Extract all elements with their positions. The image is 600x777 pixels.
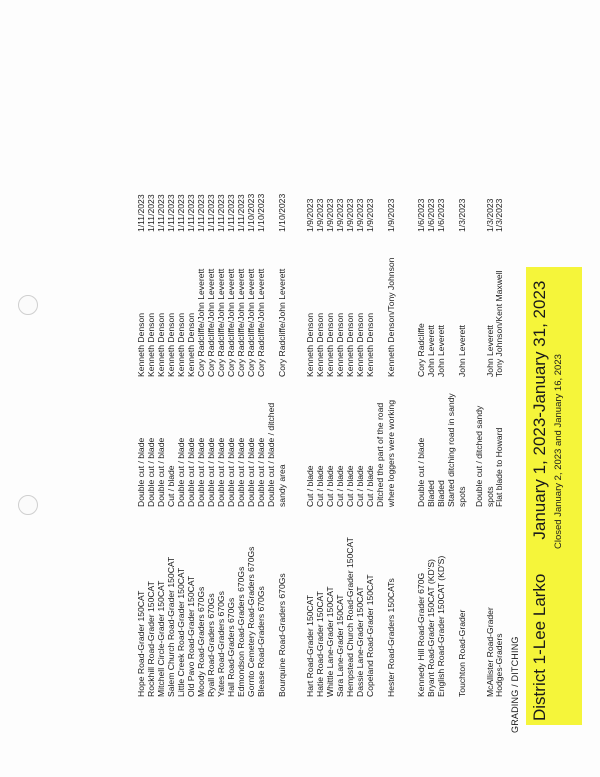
road-cell: Hope Road-Grader 150CAT [136, 590, 146, 697]
work-cell: Double cut / blade [156, 437, 166, 507]
date-cell: 1/11/2023 [196, 194, 206, 232]
crew-cell: Kenneth Denson [315, 312, 325, 377]
date-cell: 1/10/2023 [256, 193, 266, 232]
road-cell: Hatie Road-Grader 150CAT [315, 591, 325, 697]
crew-cell: Cory Radcliffe/John Leverett [206, 268, 216, 377]
work-cell: Started ditching road in sandy [446, 393, 456, 507]
crew-cell: John Leverett [436, 324, 446, 377]
date-cell: 1/6/2023 [426, 198, 436, 232]
report-title [530, 281, 550, 721]
road-cell: Bourquine Road-Graders 670Gs [276, 573, 287, 697]
work-cell: Double cut / blade [176, 437, 186, 507]
crew-cell: Kenneth Denson [335, 312, 345, 377]
road-cell: Mitchell Circle-Grader 150CAT [156, 580, 166, 697]
work-cell: sandy area [276, 464, 287, 507]
road-cell: Blease Road-Graders 670Gs [256, 586, 266, 697]
road-cell: Kennedy Hill Road-Grader 670G [416, 572, 426, 697]
date-cell: 1/9/2023 [355, 198, 365, 232]
period-label: January 1, 2023-January 31, 2023 [530, 280, 549, 540]
crew-cell: Cory Radcliffe/John Leverett [226, 268, 236, 377]
road-cell: Bryant Road-Grader 150CAT (KD'S) [426, 559, 436, 697]
road-cell: Edmondson Road-Graders 670Gs [236, 566, 246, 697]
date-cell: 1/9/2023 [365, 198, 375, 232]
work-cell: Double cut / ditched sandy [474, 405, 484, 507]
closed-note: Closed January 2, 2023 and January 16, 2023 [553, 354, 564, 549]
road-cell: Gornto Cemetery Road-Graders 670Gs [246, 546, 256, 697]
date-cell: 1/11/2023 [146, 194, 156, 232]
work-cell: Cut / blade [335, 465, 345, 507]
date-cell: 1/11/2023 [236, 194, 246, 232]
work-cell: Double cut / blade [246, 437, 256, 507]
work-cell: Double cut / blade [186, 437, 196, 507]
crew-cell: Kenneth Denson [365, 312, 375, 377]
date-cell: 1/11/2023 [216, 194, 226, 232]
road-cell: Hall Road-Graders 670Gs [226, 597, 236, 697]
crew-cell: Cory Radcliffe/John Leverett [216, 268, 226, 377]
date-cell: 1/3/2023 [456, 198, 467, 232]
crew-cell: John Leverett [426, 324, 436, 377]
crew-cell: Kenneth Denson [345, 312, 355, 377]
road-cell: McAllister Road-Grader [484, 607, 495, 697]
date-cell: 1/11/2023 [136, 194, 146, 232]
crew-cell: Tony Johnson/Kent Maxwell [494, 270, 504, 377]
work-cell: spots [484, 486, 495, 507]
work-cell: Cut / blade [365, 465, 375, 507]
work-cell: Double cut / blade / ditched [266, 402, 276, 507]
road-cell: Hester Road-Graders 150CATs [385, 578, 396, 697]
work-cell: Cut / blade [315, 465, 325, 507]
date-cell: 1/11/2023 [206, 194, 216, 232]
district-label: District 1-Lee Larko [530, 573, 549, 721]
road-cell: Ryall Road-Graders 670Gs [206, 593, 216, 697]
work-cell: Cut / blade [355, 465, 365, 507]
work-cell: Double cut / blade [226, 437, 236, 507]
work-cell: Double cut / blade [136, 437, 146, 507]
work-cell: Cut / blade [345, 465, 355, 507]
date-cell: 1/3/2023 [494, 198, 504, 232]
crew-cell: Kenneth Denson [355, 312, 365, 377]
crew-cell: Kenneth Denson [166, 312, 176, 377]
date-cell: 1/10/2023 [246, 193, 256, 232]
crew-cell: Cory Radcliffe/John Leverett [246, 268, 256, 377]
date-cell: 1/11/2023 [186, 194, 196, 232]
crew-cell: Kenneth Denson [305, 312, 315, 377]
work-cell: Double cut / blade [416, 437, 426, 507]
crew-cell: Kenneth Denson [186, 312, 196, 377]
work-cell: where loggers were working [385, 400, 396, 507]
date-cell: 1/6/2023 [436, 198, 446, 232]
road-cell: Dassie Lane-Grader 150CAT [355, 586, 365, 697]
date-cell: 1/9/2023 [345, 198, 355, 232]
work-cell: Flat blade to Howard [494, 427, 504, 507]
work-cell: Double cut / blade [256, 437, 266, 507]
crew-cell: Kenneth Denson [325, 312, 335, 377]
crew-cell: Kenneth Denson [156, 312, 166, 377]
road-cell: Rockhill Road-Grader 150CAT [146, 581, 156, 697]
section-heading: GRADING / DITCHING [510, 636, 520, 733]
date-cell: 1/11/2023 [176, 194, 186, 232]
date-cell: 1/10/2023 [276, 193, 287, 232]
crew-cell: Cory Radcliffe/John Leverett [236, 268, 246, 377]
work-cell: Double cut / blade [146, 437, 156, 507]
date-cell: 1/9/2023 [315, 198, 325, 232]
crew-cell: Kenneth Denson [146, 312, 156, 377]
date-cell: 1/3/2023 [484, 198, 495, 232]
crew-cell: Cory Radcliffe/John Leverett [196, 268, 206, 377]
road-cell: Touchton Road-Grader [456, 609, 467, 697]
crew-cell: John Leverett [484, 324, 495, 377]
date-cell: 1/6/2023 [416, 198, 426, 232]
road-cell: Little Creek Road-Grader 150CAT [176, 567, 186, 697]
road-cell: Salem Church Road-Grader 150CAT [166, 556, 176, 697]
work-cell: Cut / blade [166, 465, 176, 507]
road-cell: Whittle Lane-Grader 150CAT [325, 586, 335, 697]
road-cell: Hodges-Graders [494, 633, 504, 697]
date-cell: 1/9/2023 [325, 198, 335, 232]
date-cell: 1/9/2023 [305, 198, 315, 232]
crew-cell: Cory Radcliffe/John Leverett [276, 268, 287, 377]
work-cell: Cut / blade [325, 465, 335, 507]
road-cell: Moody Road-Graders 670Gs [196, 586, 206, 697]
road-cell: Sara Lane-Grader 150CAT [335, 594, 345, 697]
date-cell: 1/11/2023 [156, 194, 166, 232]
date-cell: 1/9/2023 [335, 198, 345, 232]
work-cell: Cut / blade [305, 465, 315, 507]
crew-cell: Kenneth Denson [136, 312, 146, 377]
work-cell: spots [456, 486, 467, 507]
crew-cell: Kenneth Denson/Tony Johnson [385, 257, 396, 377]
date-cell: 1/9/2023 [385, 198, 396, 232]
crew-cell: John Leverett [456, 324, 467, 377]
road-cell: Hempstead Church Road-Grader 150CAT [345, 537, 355, 697]
road-cell: Hart Road-Grader 150CAT [305, 594, 315, 697]
work-cell: Double cut / blade [206, 437, 216, 507]
work-cell: Double cut / blade [216, 437, 226, 507]
road-cell: English Road-Grader 150CAT (KD'S) [436, 555, 446, 697]
crew-cell: Kenneth Denson [176, 312, 186, 377]
work-cell: Bladed [426, 480, 436, 507]
work-cell: Ditched the part of the road [375, 402, 385, 507]
work-cell: Double cut / blade [236, 437, 246, 507]
work-cell: Double cut / blade [196, 437, 206, 507]
work-cell: Bladed [436, 480, 446, 507]
date-cell: 1/11/2023 [226, 194, 236, 232]
crew-cell: Cory Radcliffe/John Leverett [256, 268, 266, 377]
road-cell: Old Pavo Road-Grader 150CAT [186, 575, 196, 697]
road-cell: Yates Road-Graders 670Gs [216, 591, 226, 697]
date-cell: 1/11/2023 [166, 194, 176, 232]
crew-cell: Cory Radcliffe [416, 323, 426, 377]
road-cell: Copeland Road-Grader 150CAT [365, 574, 375, 697]
